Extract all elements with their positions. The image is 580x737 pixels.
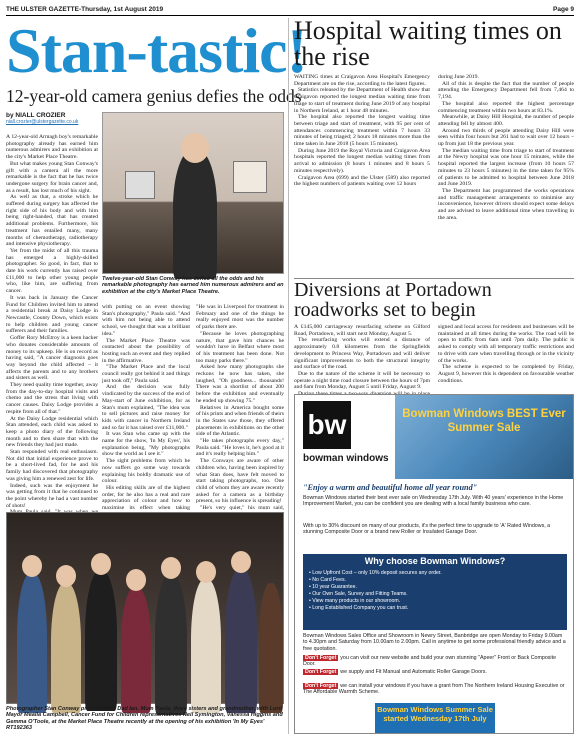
paragraph: A £145,000 carriageway resurfacing scheme on Gilford Road, Portadown, will start next Monday, August 5.: [294, 324, 430, 337]
dont-forget-tag: Don't Forget: [305, 683, 337, 689]
paragraph: during June 2019.: [438, 74, 479, 80]
tip-text: we supply and Fit Manual and Automatic Roller Garage Doors.: [340, 669, 487, 675]
masthead-title: THE ULSTER GAZETTE-Thursday, 1st August 2019: [6, 5, 164, 13]
tip-grants: [303, 683, 567, 702]
advert-body-2: With up to 30% discount on many of our products, it's the perfect time to upgrade to 'A' Rated Windows, a stunning Composite Door or a brand new Roller or Insulated Garage Door.: [303, 523, 551, 536]
reason-item: • Low Upfront Cost – only 10% deposit secures any order.: [309, 570, 442, 576]
sale-footer-badge: Bowman Windows Summer Sale started Wednesday 17th July: [375, 703, 495, 733]
bowman-logo: [295, 395, 395, 479]
roads-headline: Diversions at Portadown roadworks set to begin: [294, 279, 492, 321]
paragraph: "The Market Place and the local council really got behind it and things just took off," Paula said.: [102, 364, 190, 384]
roads-column-2: [438, 324, 574, 392]
byline-author: by NIALL CROZIER: [6, 112, 66, 119]
paragraph: A 12-year-old Armagh boy's remarkable photography already has earned him numerous admirers and an exhibition at the city's Market Place Theatre.: [6, 134, 98, 161]
paragraph: "He takes photographs every day," Paula said. "He loves it, he's good at it and it's really helping him.": [196, 438, 284, 458]
dont-forget-tag: Don't Forget: [305, 655, 337, 661]
paragraph: "He was in Liverpool for treatment in February and one of the things he really enjoyed most was the number of parks there are.: [196, 304, 284, 331]
paragraph: The median waiting time from triage to start of treatment at the Newry hospital was one hour 15 minutes, while the hospital reported the largest increase (from 10 hours 57 minutes to 23 hours 5 minutes) in the time taken for 95% of patients to be admitted to hospital between June 2018 and June 2019.: [438, 147, 574, 188]
stan-column-3: [196, 304, 284, 512]
window-photo: [395, 395, 573, 479]
bowman-logo-mark: bw: [303, 401, 351, 449]
paragraph: The hospital also reported the longest waiting time between triage and start of treatment, with 95 per cent of attendances commencing treatment within 7 hours 33 minutes of being triaged; 2 hours 18 minutes more than the time taken in June 2018 (5 hours 15 minutes).: [294, 114, 430, 148]
paragraph: The scheme is expected to be completed by Friday, August 9, however this is dependent on favourable weather conditions.: [438, 364, 574, 384]
column-divider: [288, 18, 289, 734]
paragraph: The Conways are aware of other children who, having been inspired by what Stan does, have felt moved to start taking photographs, too. One child of whom they are aware recently asked for a camera as a birthday present, so his influence is spreading!: [196, 458, 284, 505]
paragraph: Goffer Rory McEtroy is a keen hacker who donates considerable amounts of money to its upkeep. He is on record as having said, "A cancer diagnosis goes way beyond the child affected – it affects the parents and to any brothers and sisters as well.: [6, 335, 98, 382]
showroom-text: Bowman Windows Sales Office and Showroom in Newry Street, Banbridge are open Monday to Friday 9.00am to 4.30pm and Saturday from 10.00am to 2.00pm. Call in anytime to get some professional friendly advice and a free quotation.: [303, 633, 566, 652]
paragraph: The Market Place Theatre was contacted about the possibility of hosting such an event and they replied in the affirmative.: [102, 337, 190, 364]
paragraph: The sight problems from which he now suffers go some way towards explaining his boldly dramatic use of colour.: [102, 458, 190, 485]
reason-item: • View many products in our showroom.: [309, 598, 401, 604]
paragraph: It was back in January the Cancer Fund for Children invited him to attend a residential break at Daisy Lodge in Newcastle, County Down, which exists to help children and young cancer sufferers and their families.: [6, 294, 98, 335]
paragraph: As well as that, a stroke which he suffered during surgery has affected the right side of his body and with him being right-handed, that has created additional problems. Furthermore, his treatment has entailed many, many months of chemotherapy, radiotherapy and intensive physiotherapy.: [6, 194, 98, 248]
paragraph: The hospital also reported the highest percentage commencing treatment within two hours at 83.1%.: [438, 100, 574, 114]
stan-column-2: [102, 304, 190, 512]
tip-text: we can install your windows if you have a grant from The Northern Ireland Housing Executive or The Affordable Warmth Scheme.: [303, 683, 565, 696]
tip-website: [303, 655, 567, 668]
paragraph: Indeed, such was the enjoyment he was getting from it that he continued to the point whereby he had a vast number of shots!: [6, 482, 98, 509]
roads-column-1: [294, 324, 430, 392]
reason-item: • 10 year Guarantee.: [309, 584, 357, 590]
paragraph: His editing skills are of the highest order, for he also has a real and rare appreciation of colour and how to maximise its effect when taking: [102, 484, 190, 512]
group-photo: [6, 512, 284, 704]
bowman-logo-text: bowman windows: [303, 453, 389, 464]
tip-text: you can visit our new website and build your own stunning "Apeer" Front or Back Composite Door.: [303, 655, 557, 668]
paragraph: "Because he loves photographing nature, that gave him chances he wouldn't have in Belfast where most of his treatment has been done. Not too many parks there.": [196, 330, 284, 364]
paragraph: Yet from the midst of all this trauma has emerged a highly-skilled photographer. So good, in fact, that to date his work currently has raised over £11,000 to help other young people who, like him, are suffering from cancer.: [6, 247, 98, 295]
paragraph: All of this is despite the fact that the number of people attending the Emergency Department fell from 7,464 to 7,194.: [438, 80, 574, 101]
page-number: Page 9: [553, 5, 574, 13]
advert-quote: "Enjoy a warm and beautiful home all year round": [303, 483, 478, 492]
why-choose-title: Why choose Bowman Windows?: [303, 554, 567, 568]
paragraph: WAITING times at Craigavon Area Hospital's Emergency Department are on the rise, according to the latest figures.: [294, 74, 430, 87]
paragraph: Relatives in America bought some of his prints and when friends of theirs in the States saw those, they offered placements in exhibitions on the other side of the Atlantic.: [196, 404, 284, 438]
right-column: [294, 18, 574, 734]
paragraph: They need quality time together, away from the day-to-day hospital visits and chemo and the stress that living with cancer causes. Daisy Lodge provides a respite from all of that.": [6, 382, 98, 415]
hospital-column-1: [294, 74, 430, 278]
reason-item: • No Card Fees.: [309, 577, 346, 583]
paragraph: It was Stan who came up with the name for the show, 'In My Eyes', his explanation being, "My photographs show the world as I see it.": [102, 431, 190, 458]
tip-garage-doors: [303, 669, 567, 682]
paragraph: with putting on an event showing Stan's photography," Paula said. "And with him not being able to attend school, we thought that was a brilliant idea.": [102, 304, 190, 337]
stan-headline: Stan-tastic!: [6, 15, 307, 86]
masthead: [6, 3, 574, 15]
paragraph: Due to the nature of the scheme it will be necessary to operate a night time road closure between the hours of 7pm and 6am from Monday, August 5 until Friday, August 9.: [294, 370, 430, 391]
reason-item: • Our Own Sale, Survey and Fitting Teams.: [309, 591, 408, 597]
hospital-headline: Hospital waiting times on the rise: [294, 16, 562, 71]
paragraph: signed and local access for residents and businesses will be maintained at all times during the works. The road will be open to traffic from 6am until 7pm daily. The public is asked to comply with all temporary traffic restrictions and to drive with care when travelling through or in the vicinity of the works.: [438, 324, 574, 364]
paragraph: Meanwhile, at Daisy Hill Hospital, the number of people attending fell by almost 400.: [438, 114, 574, 127]
advert-header: [295, 395, 573, 479]
reason-item: • Long Established Company you can trust.: [309, 605, 409, 611]
paragraph: Around two thirds of people attending Daisy Hill were seen within four hours but 261 had to wait over 12 hours – up from just 18 the previous year.: [438, 127, 574, 148]
stan-story: [6, 15, 307, 734]
paragraph: During June 2019 the Royal Victoria and Craigavon Area hospitals reported the longest median waiting times from arrival to admission (8 hours 1 minutes and 8 hours 5 minutes respectively).: [294, 147, 430, 174]
group-photo-caption: Photographer Stan Conway pictured with Dad Ian, Mum Paula, three sisters and grandmother, with Lord Mayor Mealla Campbell, Cancer Fund for Children representatives Neil Symington, Vanessa Higgins and Gemma O'Toole, at the Market Place Theatre recently at the opening of his exhibition 'In My Eyes' RT192363: [6, 706, 283, 731]
hospital-column-2: [438, 74, 574, 278]
reasons-list: [303, 568, 567, 630]
paragraph: Stan responded with real enthusiasm. Not did that initial experience prove to be a short-lived fad, for he and his family had discovered that photography was giving him a renewed zest for life.: [6, 449, 98, 482]
paragraph: Craigavon Area (699) and the Ulster (589) also reported the highest numbers of patients waiting over 12 hours: [294, 174, 430, 188]
paragraph: At the Daisy Lodge residential which Stan attended, each child was asked to keep a photo diary of the following month and to then share that with the new friends they had just made.: [6, 415, 98, 449]
paragraph: Statistics released by the Department of Health show that Craigavon reported the longest median waiting time from triage to start of treatment during June 2019 of any hospital in Northern Ireland, at 1 hour 48 minutes.: [294, 87, 430, 114]
promo-title: Bowman Windows BEST Ever Summer Sale: [402, 408, 566, 434]
byline: [6, 112, 98, 132]
paragraph: The Department has programmed the works operations and traffic management arrangements to minimise any inconvenience, however drivers should expect some delays and are advised to leave additional time when travelling in the area.: [438, 187, 574, 221]
paragraph: But what makes young Stan Conway's gift with a camera all the more remarkable is the fact that he has twice undergone surgery for brain cancer and, as a result, has lost much of his sight.: [6, 160, 98, 194]
stan-portrait-photo: [102, 112, 284, 274]
stan-subhead: 12-year-old camera genius defies the odds: [6, 86, 302, 106]
paragraph: And the decision was fully vindicated by the success of the end of May-start of June exhibition, for as Stan's mum explained, "The idea was to sell pictures and raise money for kids with cancer in Northern Ireland and so far it has raised over £11,000.": [102, 384, 190, 431]
paragraph: "He's very quiet," his mum said,: [200, 505, 284, 512]
stan-portrait-caption: Twelve-year-old Stan Conway has defied all the odds and his remarkable photography has earned him numerous admirers and an exhibition at the city's Market Place Theatre.: [102, 276, 284, 295]
paragraph: The resurfacing works will extend a distance of approximately 0.8 kilometres from the Springfields development to Princess Way, Portadown and will deliver significant improvements to both the structural integrity and surface of the road.: [294, 337, 430, 371]
paragraph: Asked how many photographs she reckons he now has taken, she laughed, "Oh goodness... thousands! There was a shortlist of about 200 before the exhibition and eventually he ended up showing 75.": [196, 364, 284, 404]
stan-column-1: [6, 134, 98, 508]
bowman-advert: [294, 394, 574, 734]
advert-body-1: Bowman Windows started their best ever sale on Wednesday 17th July. With 40 years' experience in the Home Improvement Market, you can be confident you are dealing with a local family business who care.: [303, 495, 564, 508]
byline-email[interactable]: niall.crozier@ulstergazette.co.uk: [6, 119, 79, 125]
dont-forget-tag: Don't Forget: [305, 669, 337, 675]
